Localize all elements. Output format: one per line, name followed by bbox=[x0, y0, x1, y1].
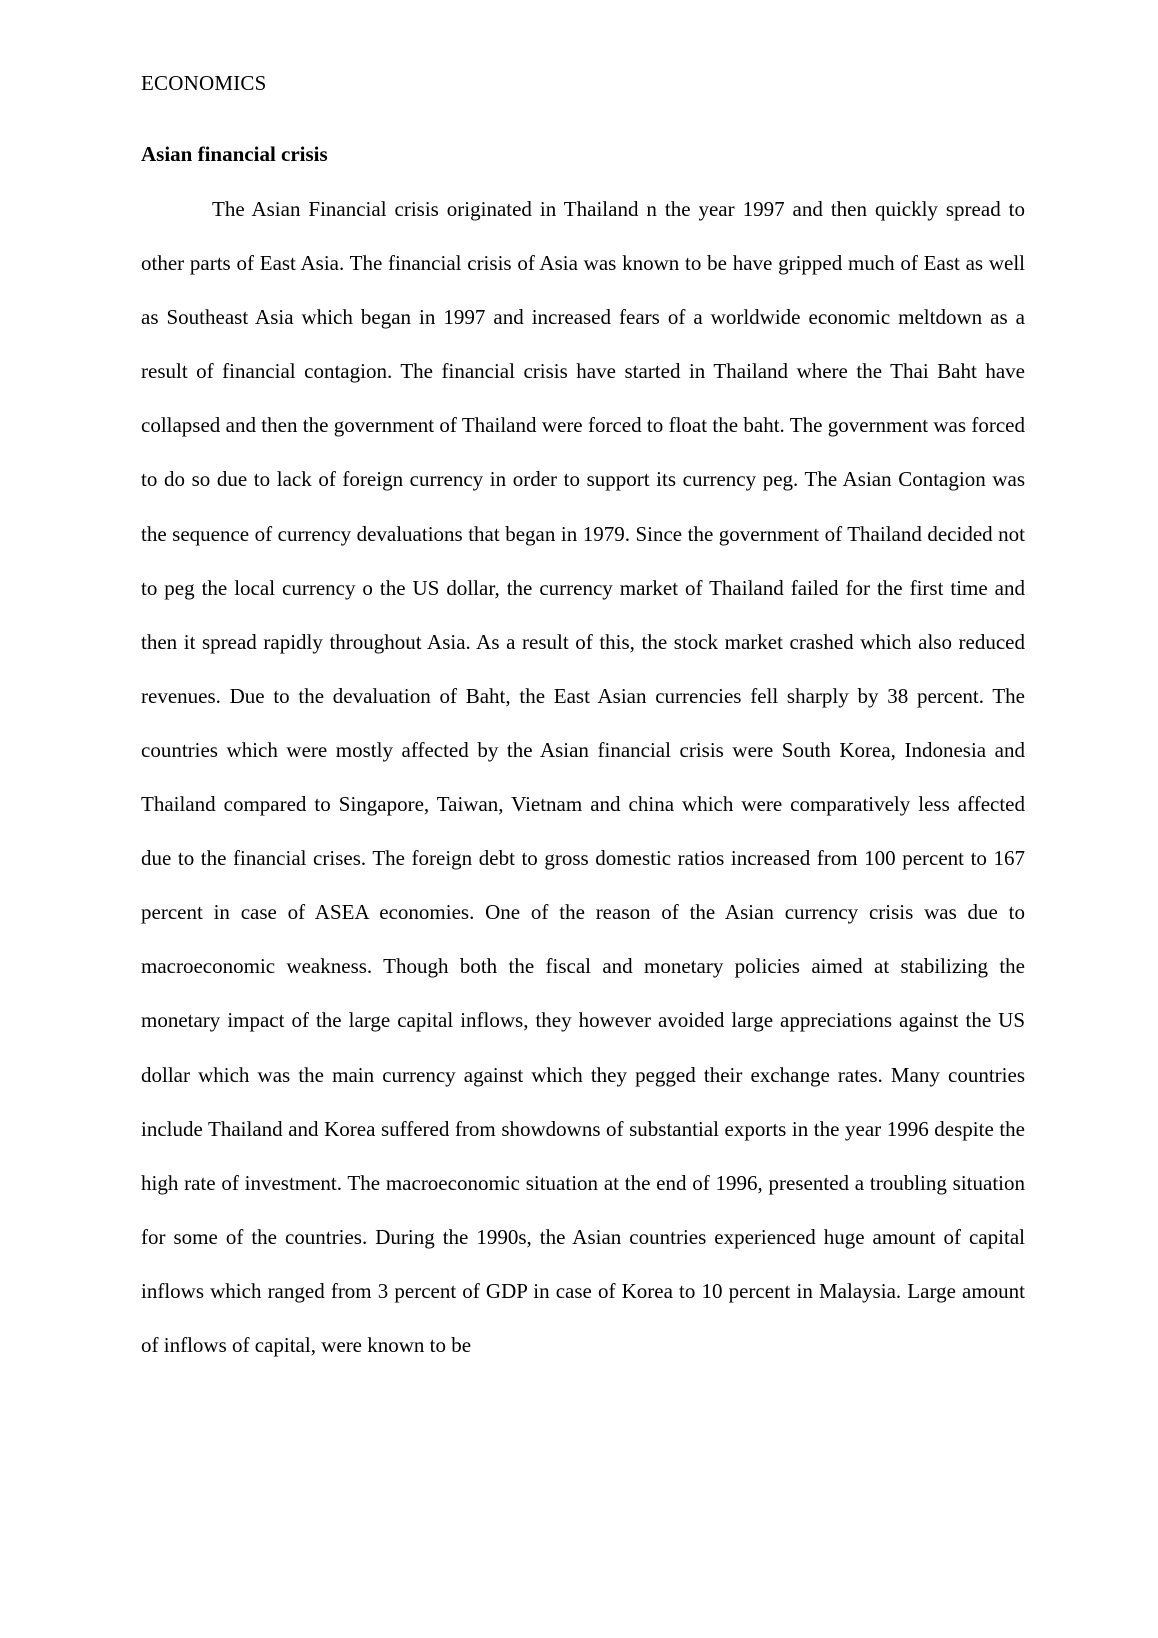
running-header: ECONOMICS bbox=[141, 71, 267, 95]
body-paragraph: The Asian Financial crisis originated in Thailand n the year 1997 and then quickly spread to other parts of East Asia. The financial crisis of Asia was known to be have gripped much of East as well as Southeast Asia which began in 1997 and increased fears of a worldwide economic meltdown as a result of financial contagion. The financial crisis have started in Thailand where the Thai Baht have collapsed and then the government of Thailand were forced to float the baht. The government was forced to do so due to lack of foreign currency in order to support its currency peg. The Asian Contagion was the sequence of currency devaluations that began in 1979. Since the government of Thailand decided not to peg the local currency o the US dollar, the currency market of Thailand failed for the first time and then it spread rapidly throughout Asia. As a result of this, the stock market crashed which also reduced revenues. Due to the devaluation of Baht, the East Asian currencies fell sharply by 38 percent. The countries which were mostly affected by the Asian financial crisis were South Korea, Indonesia and Thailand compared to Singapore, Taiwan, Vietnam and china which were comparatively less affected due to the financial crises. The foreign debt to gross domestic ratios increased from 100 percent to 167 percent in case of ASEA economies. One of the reason of the Asian currency crisis was due to macroeconomic weakness. Though both the fiscal and monetary policies aimed at stabilizing the monetary impact of the large capital inflows, they however avoided large appreciations against the US dollar which was the main currency against which they pegged their exchange rates. Many countries include Thailand and Korea suffered from showdowns of substantial exports in the year 1996 despite the high rate of investment. The macroeconomic situation at the end of 1996, presented a troubling situation for some of the countries. During the 1990s, the Asian countries experienced huge amount of capital inflows which ranged from 3 percent of GDP in case of Korea to 10 percent in Malaysia. Large amount of inflows of capital, were known to be bbox=[141, 197, 1025, 1357]
section-title: Asian financial crisis bbox=[141, 142, 328, 166]
